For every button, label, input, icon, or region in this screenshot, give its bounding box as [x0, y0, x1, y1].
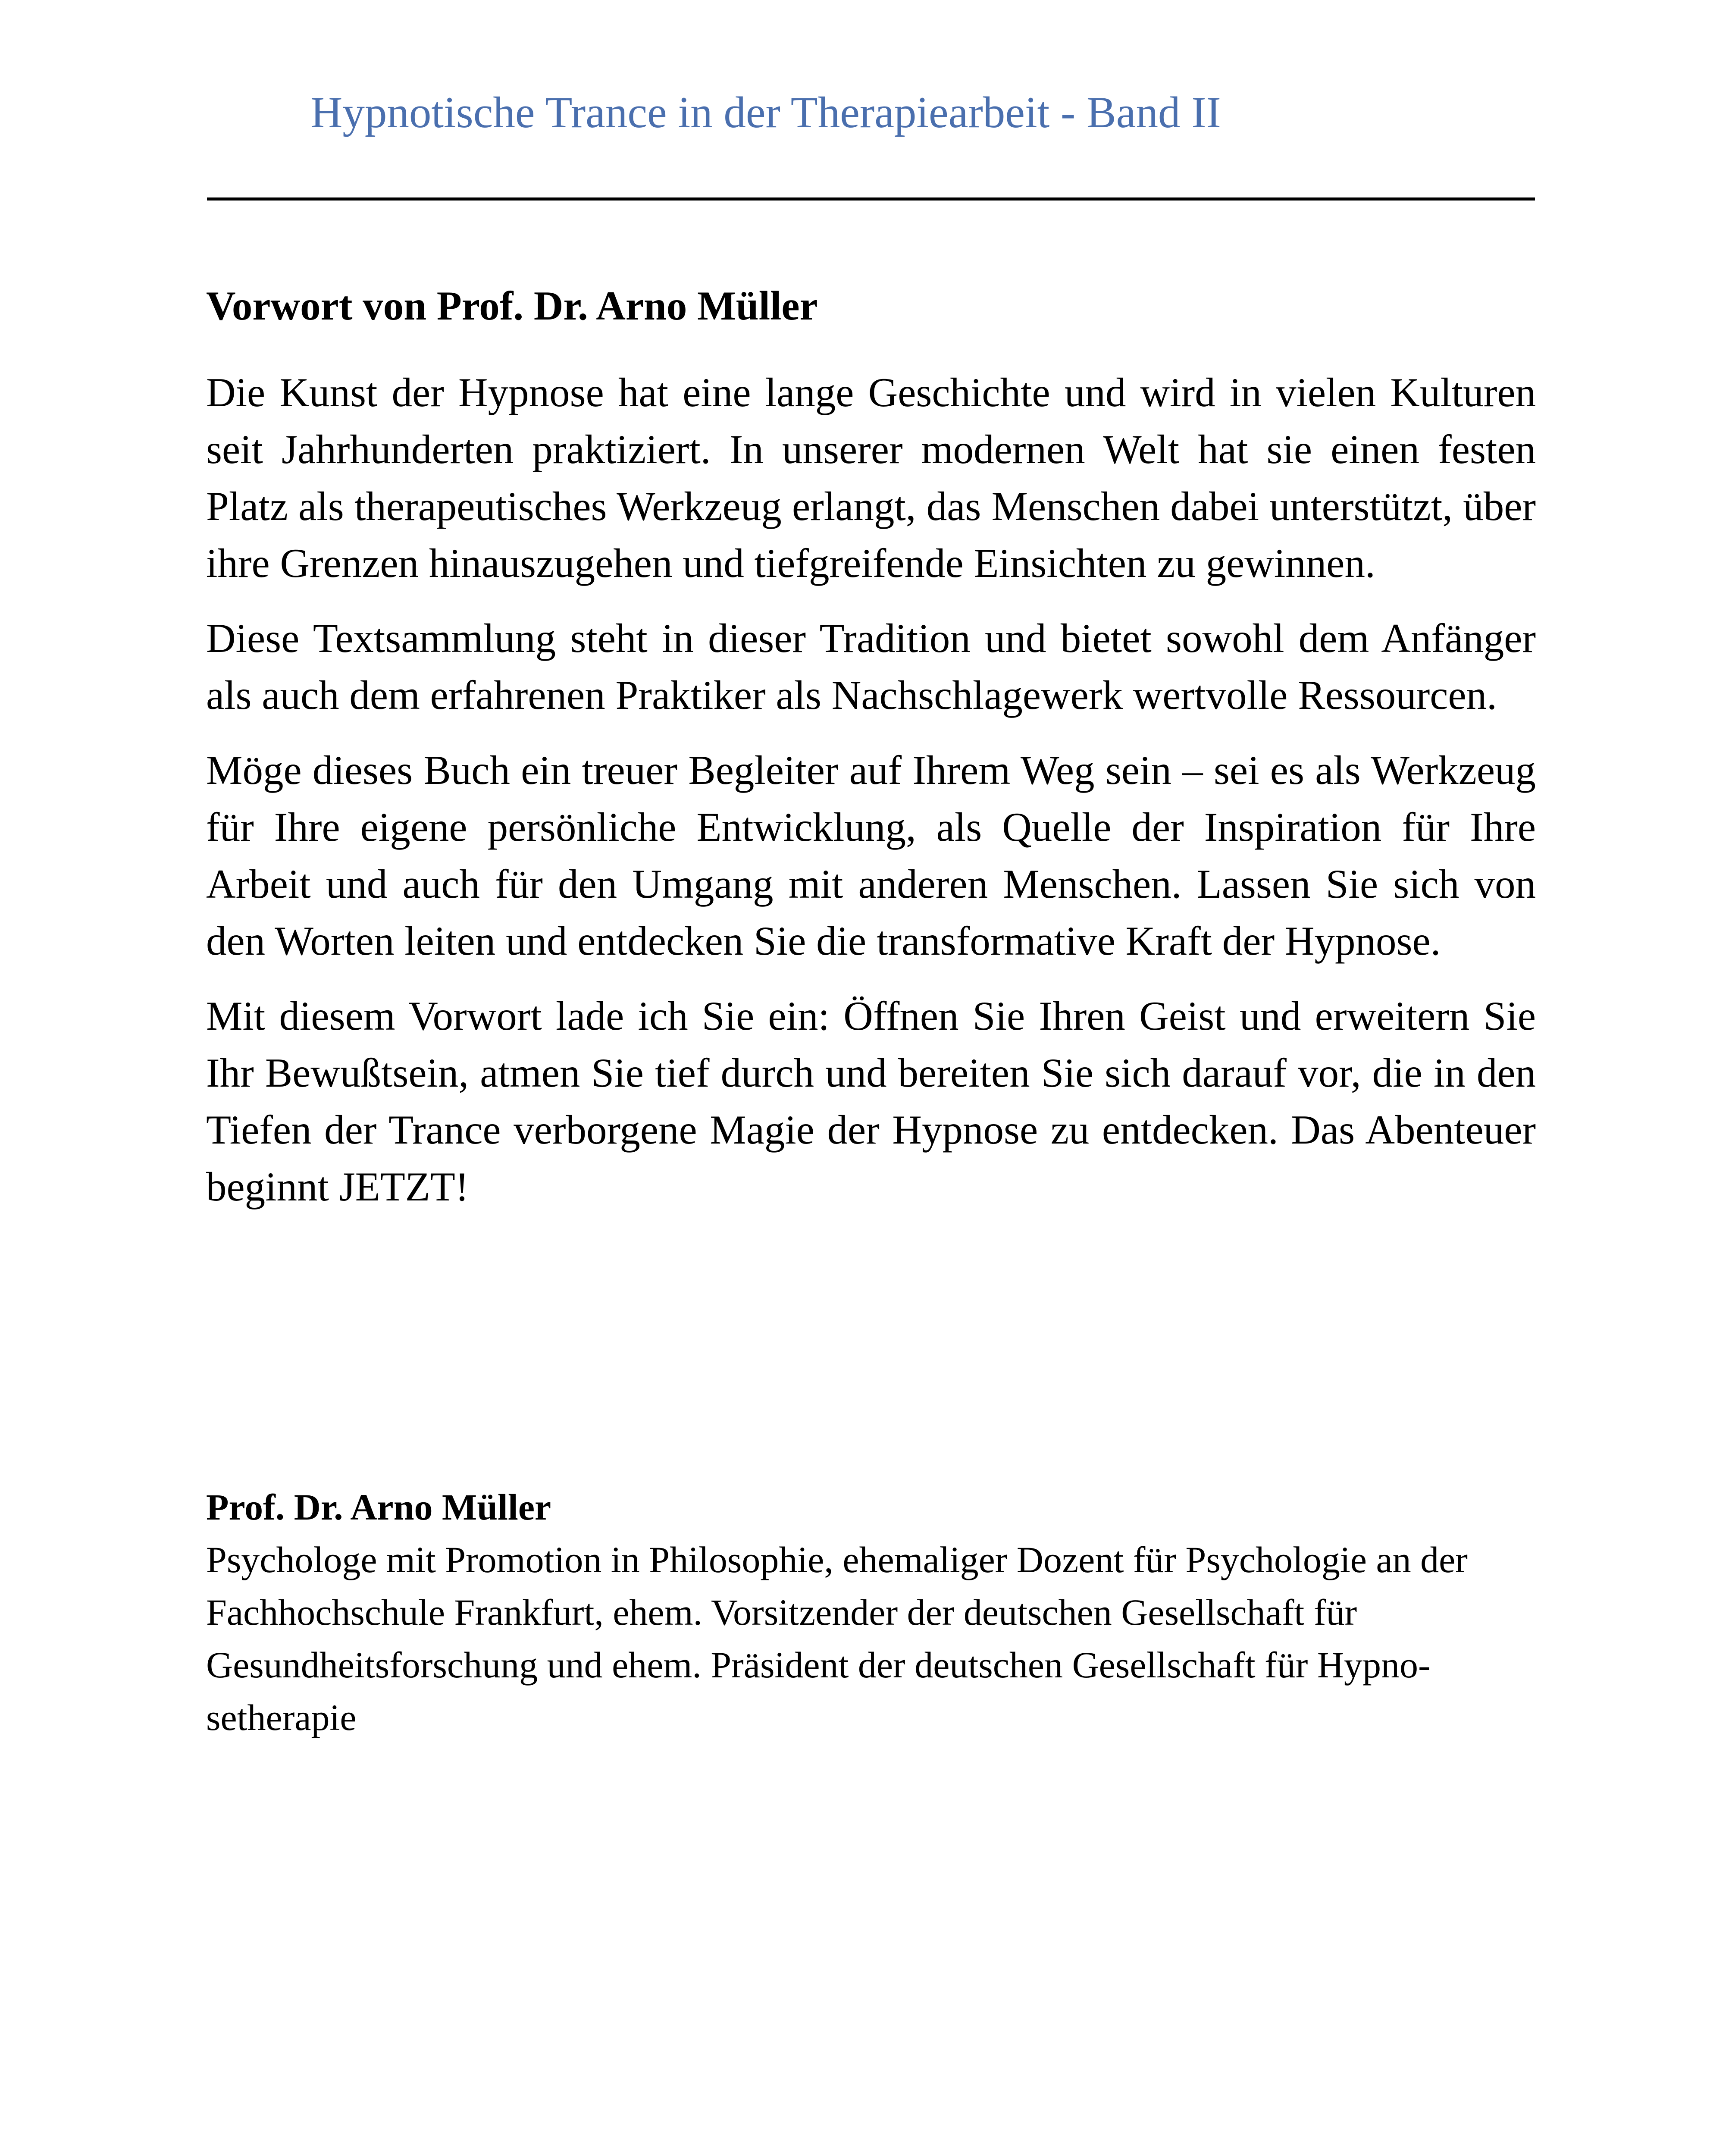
foreword-paragraph-2: Diese Textsammlung steht in dieser Tradition und bietet sowohl dem Anfänger als auch dem erfahrenen Praktiker als Nachschlagewerk wertvolle Ressourcen. — [206, 615, 1536, 718]
foreword-paragraph-1: Die Kunst der Hypnose hat eine lange Geschichte und wird in vielen Kulturen seit Jahrhunderten praktiziert. In unserer modernen Welt hat sie einen festen Platz als therapeutisches Werkzeug erlangt, das Menschen dabei unterstützt, über ihre Grenzen hinauszugehen und tiefgreifende Einsichten zu gewinnen. — [206, 370, 1536, 586]
author-bio — [206, 1481, 1536, 1744]
foreword-paragraph-3: Möge dieses Buch ein treuer Begleiter auf Ihrem Weg sein – sei es als Werkzeug für Ihre eigene persönliche Entwicklung, als Quelle der Inspiration für Ihre Arbeit und auch für den Umgang mit anderen Menschen. Lassen Sie sich von den Worten leiten und entdecken Sie die transformative Kraft der Hypnose. — [206, 747, 1536, 964]
author-description: Psychologe mit Promotion in Philosophie, ehemaliger Dozent für Psychologie an der Fachhochschule Frankfurt, ehem. Vorsitzender der deutschen Gesellschaft für Gesundheitsforschung und ehem. Präsident der deutschen Gesellschaft für Hypnosetherapie — [206, 1539, 1468, 1738]
author-name: Prof. Dr. Arno Müller — [206, 1486, 551, 1528]
foreword-heading: Vorwort von Prof. Dr. Arno Müller — [206, 283, 818, 329]
running-header-title: Hypnotische Trance in der Therapiearbeit - Band II — [310, 88, 1221, 137]
foreword-paragraph-4: Mit diesem Vorwort lade ich Sie ein: Öffnen Sie Ihren Geist und erweitern Sie Ihr Bewußtsein, atmen Sie tief durch und bereiten Sie sich darauf vor, die in den Tiefen der Trance verborgene Magie der Hypnose zu entdecken. Das Abenteuer beginnt JETZT! — [206, 993, 1536, 1210]
foreword-section — [206, 281, 1536, 1233]
header-rule — [207, 197, 1535, 201]
